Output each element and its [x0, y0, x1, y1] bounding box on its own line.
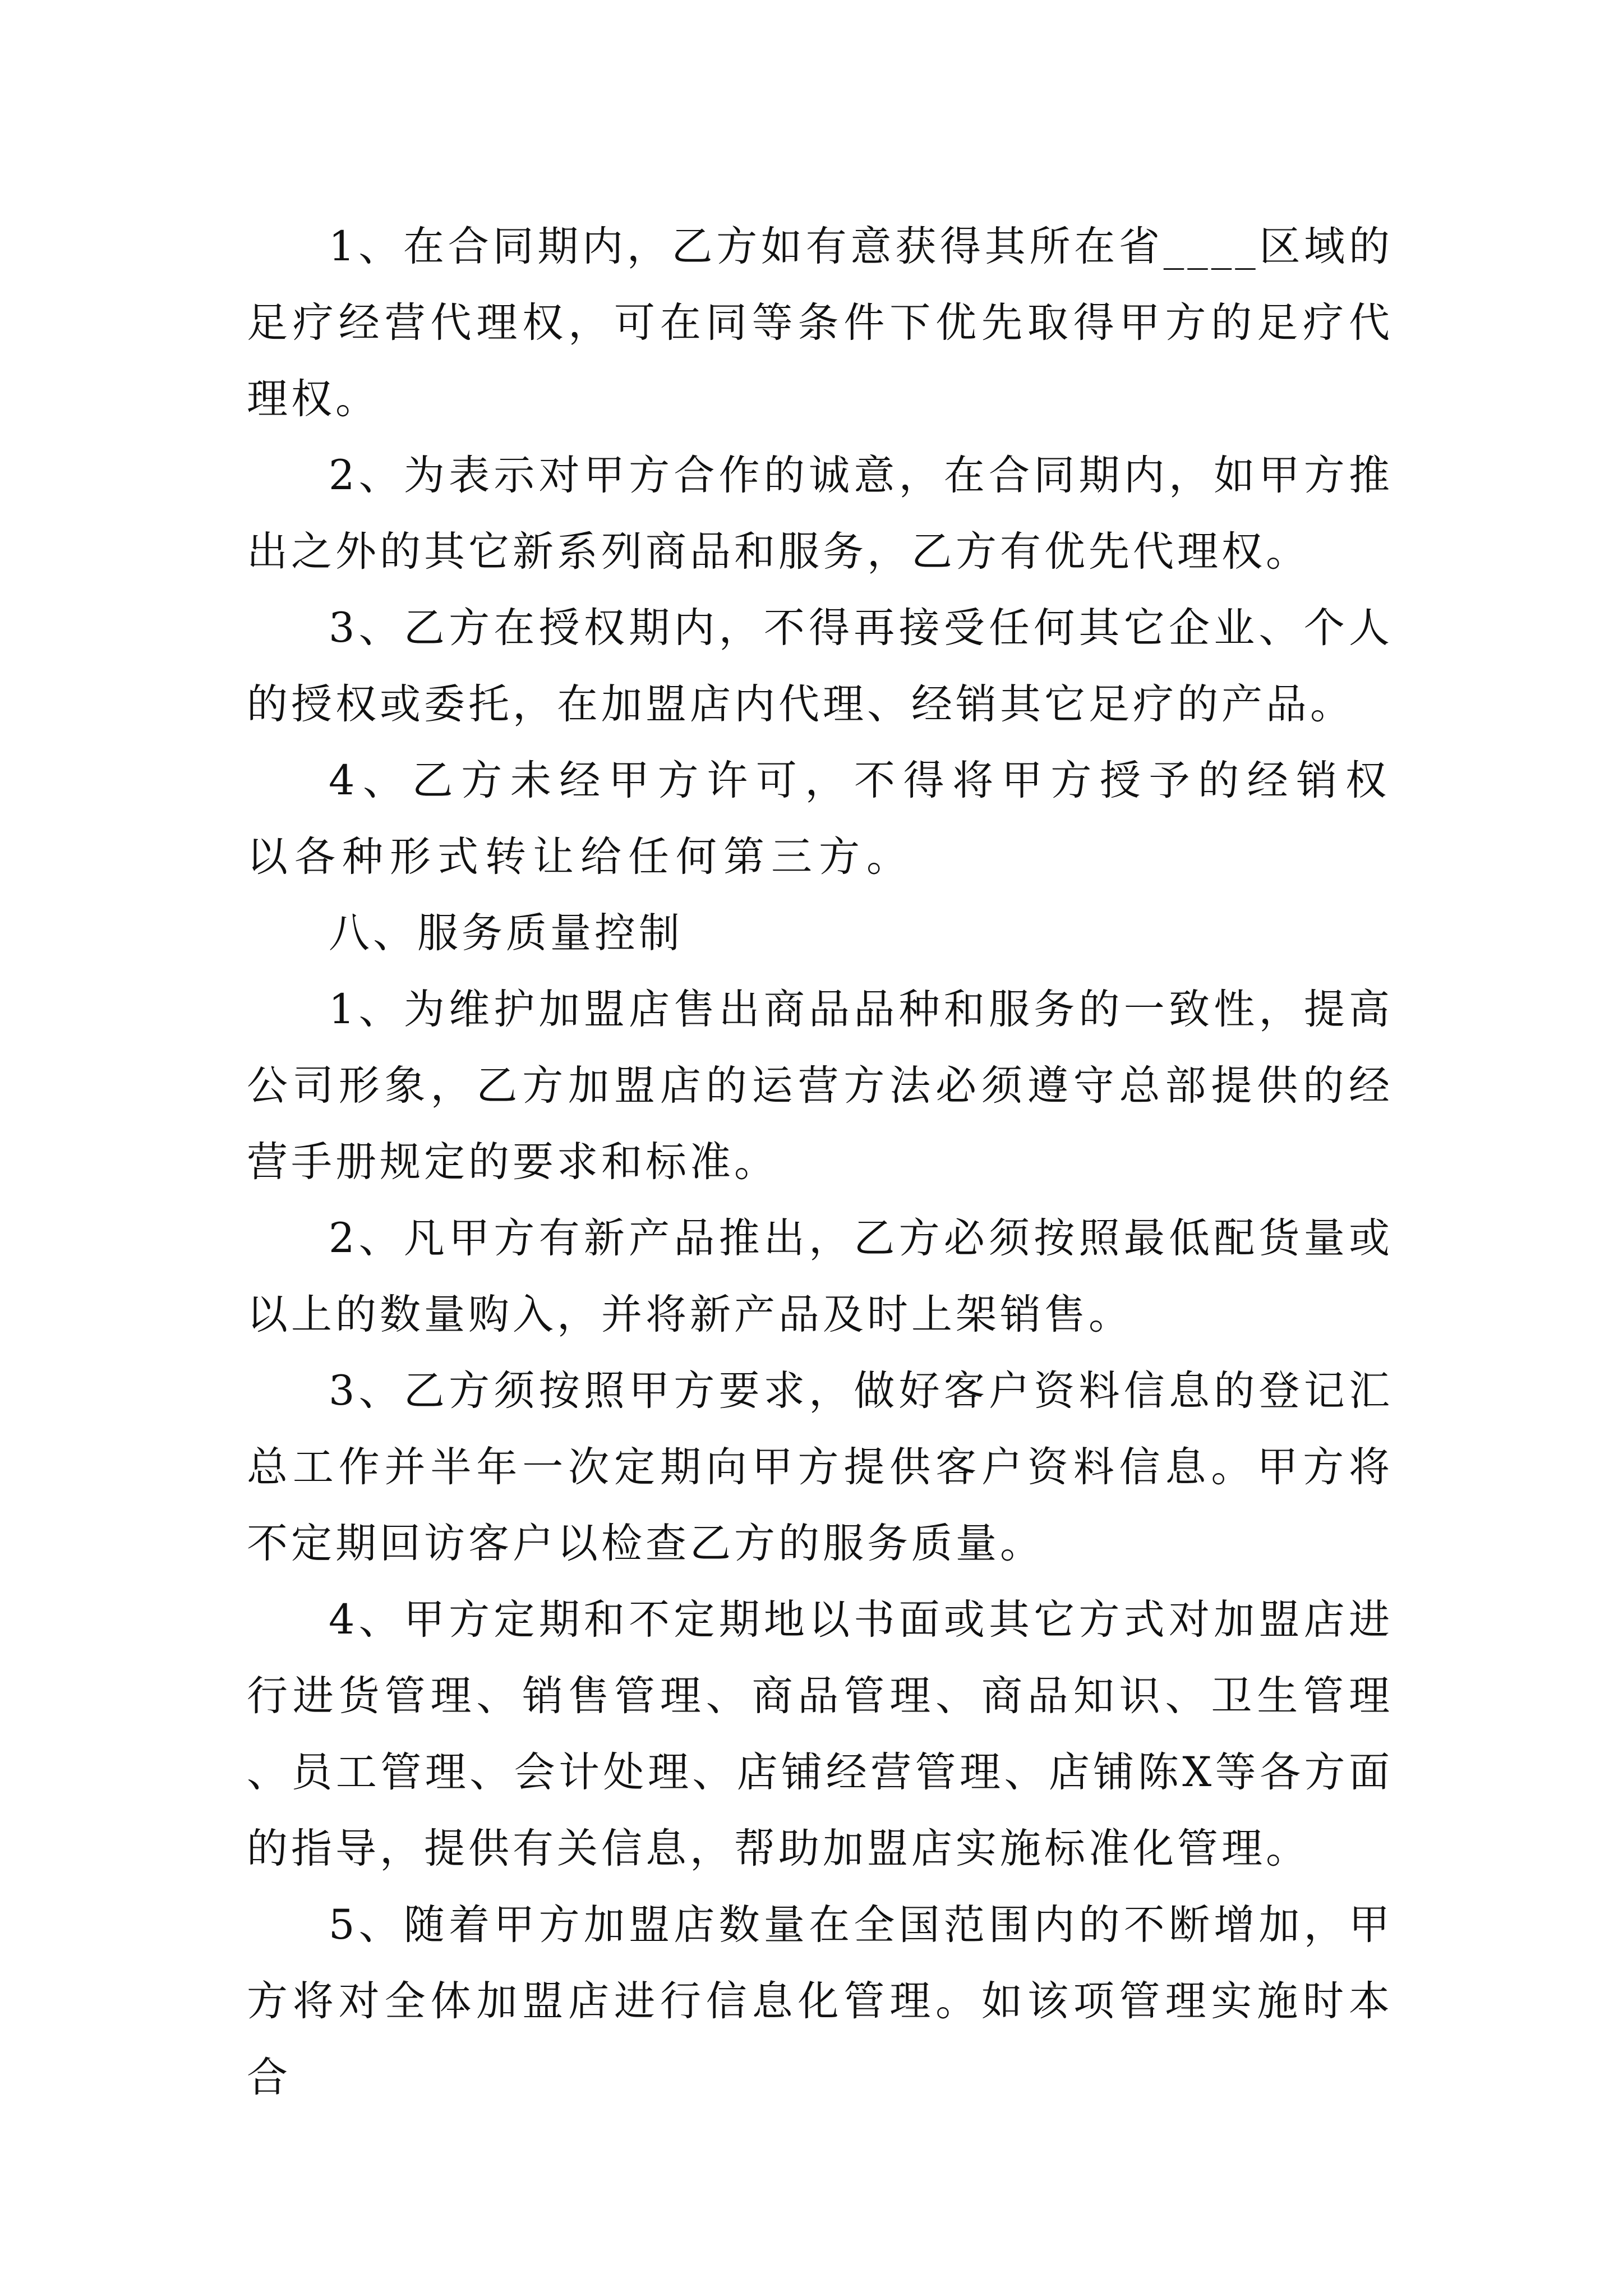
section-heading-service-quality: 八、服务质量控制	[329, 909, 683, 957]
clause-operating-standards: 1、为维护加盟店售出商品品种和服务的一致性，提高公司形象，乙方加盟店的运营方法必须遵守总部提供的经营手册规定的要求和标准。	[247, 986, 1393, 1186]
clause-new-product-purchase: 2、凡甲方有新产品推出，乙方必须按照最低配货量或以上的数量购入，并将新产品及时上架销售。	[247, 1214, 1393, 1338]
document-body	[247, 209, 1393, 2116]
clause-customer-information: 3、乙方须按照甲方要求，做好客户资料信息的登记汇总工作并半年一次定期向甲方提供客户资料信息。甲方将不定期回访客户以检查乙方的服务质量。	[247, 1367, 1393, 1567]
clause-exclusive-authorization: 3、乙方在授权期内，不得再接受任何其它企业、个人的授权或委托，在加盟店内代理、经销其它足疗的产品。	[247, 604, 1393, 728]
clause-information-management: 5、随着甲方加盟店数量在全国范围内的不断增加，甲方将对全体加盟店进行信息化管理。如该项管理实施时本合	[247, 1901, 1393, 2101]
clause-no-transfer: 4、乙方未经甲方许可，不得将甲方授予的经销权以各种形式转让给任何第三方。	[247, 757, 1393, 881]
clause-priority-agency-region: 1、在合同期内，乙方如有意获得其所在省____区域的足疗经营代理权，可在同等条件下优先取得甲方的足疗代理权。	[247, 223, 1393, 423]
clause-guidance-management: 4、甲方定期和不定期地以书面或其它方式对加盟店进行进货管理、销售管理、商品管理、商品知识、卫生管理、员工管理、会计处理、店铺经营管理、店铺陈X等各方面的指导，提供有关信息，帮助加盟店实施标准化管理。	[247, 1596, 1393, 1872]
clause-priority-agency-new-products: 2、为表示对甲方合作的诚意，在合同期内，如甲方推出之外的其它新系列商品和服务，乙方有优先代理权。	[247, 452, 1393, 576]
